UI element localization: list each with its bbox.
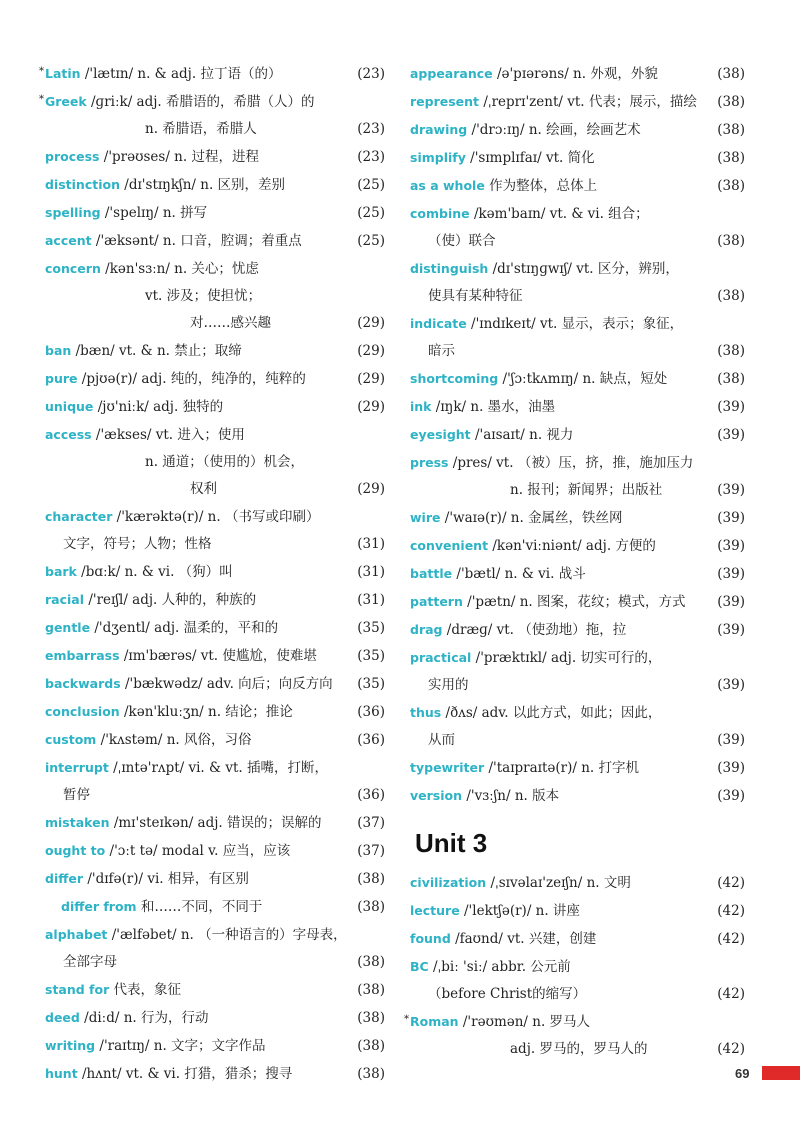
headword: ban: [45, 343, 72, 358]
right-column: [404, 60, 745, 1063]
headword: thus: [410, 705, 442, 720]
definition-text: /dræɡ/ vt. （使劲地）拖，拉: [446, 622, 627, 638]
definition-text: /ðʌs/ adv. 以此方式，如此；因此，: [445, 705, 662, 721]
vocab-entry: [45, 199, 385, 227]
page-ref: (42): [717, 1041, 745, 1057]
vocab-entry: [410, 560, 745, 588]
vocab-entry: [410, 644, 745, 699]
page-ref: (36): [357, 787, 385, 803]
headword: hunt: [45, 1066, 78, 1081]
page-ref: (38): [357, 954, 385, 970]
headword: unique: [45, 399, 94, 414]
definition-text: 文字，符号；人物；性格: [63, 536, 212, 552]
page-ref: (38): [357, 982, 385, 998]
vocab-entry: [45, 143, 385, 171]
headword: BC: [410, 959, 429, 974]
definition-text: 从而: [428, 732, 455, 748]
page-ref: (39): [717, 510, 745, 526]
vocab-entry: [45, 642, 385, 670]
vocab-entry: [45, 921, 385, 976]
headword: concern: [45, 261, 101, 276]
page-ref: (31): [357, 592, 385, 608]
definition-text: /'ækses/ vt. 进入；使用: [95, 427, 245, 443]
vocab-entry: [410, 144, 745, 172]
page-ref: (36): [357, 704, 385, 720]
vocab-entry: [45, 837, 385, 865]
headword: drawing: [410, 122, 468, 137]
page-ref: (36): [357, 732, 385, 748]
definition-text: /dɪ'stɪŋɡwɪʃ/ vt. 区分，辨别，: [492, 261, 679, 277]
headword: represent: [410, 94, 480, 109]
page-ref: (35): [357, 648, 385, 664]
headword: press: [410, 455, 449, 470]
page-ref: (31): [357, 564, 385, 580]
headword: shortcoming: [410, 371, 499, 386]
definition-text: adj. 罗马的，罗马人的: [510, 1041, 648, 1057]
page-ref: (39): [717, 677, 745, 693]
definition-text: /'drɔːɪŋ/ n. 绘画，绘画艺术: [471, 122, 641, 138]
vocab-entry: [410, 393, 745, 421]
headword: found: [410, 931, 451, 946]
headword: version: [410, 788, 463, 803]
page-ref: (31): [357, 536, 385, 552]
vocab-entry: [45, 754, 385, 809]
headword: differ: [45, 871, 84, 886]
headword: embarrass: [45, 648, 120, 663]
headword: bark: [45, 564, 77, 579]
vocab-entry: [410, 897, 745, 925]
definition-text: /'bætl/ n. & vi. 战斗: [456, 566, 586, 582]
definition-text: /'spelɪŋ/ n. 拼写: [104, 205, 208, 221]
page-ref: (39): [717, 399, 745, 415]
page-ref: (25): [357, 177, 385, 193]
definition-text: /'præktɪkl/ adj. 切实可行的，: [475, 650, 662, 666]
definition-text: /'rəʊmən/ n. 罗马人: [462, 1014, 591, 1030]
headword: combine: [410, 206, 470, 221]
page-ref: (39): [717, 566, 745, 582]
vocab-entry: [410, 255, 745, 310]
page-ref: (35): [357, 676, 385, 692]
definition-text: n. 通道；（使用的）机会，: [145, 454, 305, 470]
page-ref: (38): [357, 1038, 385, 1054]
vocab-entry: [45, 865, 385, 893]
vocab-entry: [410, 782, 745, 810]
definition-text: /'lektʃə(r)/ n. 讲座: [464, 903, 580, 919]
definition-text: 作为整体，总体上: [489, 178, 598, 194]
definition-text: /'ʃɔːtkʌmɪŋ/ n. 缺点，短处: [502, 371, 668, 387]
left-column: [39, 60, 385, 1088]
page-ref: (38): [717, 233, 745, 249]
page-ref: (39): [717, 427, 745, 443]
definition-text: /'ɔːt tə/ modal v. 应当，应该: [109, 843, 291, 859]
page-ref: (38): [357, 899, 385, 915]
page-ref: (29): [357, 315, 385, 331]
definition-text: （使）联合: [428, 233, 496, 249]
vocab-entry: [410, 116, 745, 144]
headword: convenient: [410, 538, 489, 553]
definition-text: /'bækwədz/ adv. 向后；向反方向: [124, 676, 333, 692]
definition-text: /bɑːk/ n. & vi. （狗）叫: [81, 564, 233, 580]
page-ref: (38): [717, 371, 745, 387]
vocab-entry: [45, 393, 385, 421]
definition-text: /'kʌstəm/ n. 风俗，习俗: [100, 732, 252, 748]
vocab-entry: [45, 337, 385, 365]
headword: indicate: [410, 316, 467, 331]
headword: alphabet: [45, 927, 108, 942]
headword: pure: [45, 371, 78, 386]
definition-text: /'ælfəbet/ n. （一种语言的）字母表，: [111, 927, 347, 943]
definition-text: /'dʒentl/ adj. 温柔的，平和的: [94, 620, 279, 636]
definition-text: /jʊ'niːk/ adj. 独特的: [97, 399, 224, 415]
headword: lecture: [410, 903, 460, 918]
vocab-entry: [45, 586, 385, 614]
page-ref: (38): [357, 1010, 385, 1026]
headword: Latin: [45, 66, 81, 81]
definition-text: /kən'sɜːn/ n. 关心；忧虑: [105, 261, 259, 277]
definition-text: 权利: [190, 481, 217, 497]
headword: conclusion: [45, 704, 120, 719]
definition-text: /mɪ'steɪkən/ adj. 错误的；误解的: [113, 815, 322, 831]
vocab-entry: [45, 809, 385, 837]
page-ref: (39): [717, 788, 745, 804]
definition-text: 代表，象征: [113, 982, 182, 998]
vocab-entry: [45, 614, 385, 642]
vocab-entry: [45, 1060, 385, 1088]
vocab-entry: [45, 1032, 385, 1060]
vocab-entry: [39, 88, 385, 143]
page-ref: (37): [357, 815, 385, 831]
page-ref: (42): [717, 903, 745, 919]
headword: practical: [410, 650, 472, 665]
definition-text: /kən'viːniənt/ adj. 方便的: [492, 538, 656, 554]
page-ref: (25): [357, 233, 385, 249]
page-ref: (35): [357, 620, 385, 636]
headword: writing: [45, 1038, 96, 1053]
definition-text: /ˌsɪvəlaɪ'zeɪʃn/ n. 文明: [490, 875, 631, 891]
definition-text: /ɡriːk/ adj. 希腊语的，希腊（人）的: [91, 94, 315, 110]
definition-text: /'ɪndɪkeɪt/ vt. 显示，表示；象征，: [471, 316, 684, 332]
definition-text: /faʊnd/ vt. 兴建，创建: [455, 931, 597, 947]
headword: drag: [410, 622, 443, 637]
headword: process: [45, 149, 100, 164]
headword: battle: [410, 566, 453, 581]
star-mark: *: [404, 1014, 409, 1025]
vocab-entry: [410, 699, 745, 754]
vocab-entry: [410, 869, 745, 897]
page-ref: (38): [717, 150, 745, 166]
page-ref: (38): [717, 343, 745, 359]
vocab-entry: [410, 88, 745, 116]
definition-text: 全部字母: [63, 954, 117, 970]
definition-text: /diːd/ n. 行为，行动: [84, 1010, 209, 1026]
page-ref: (38): [717, 122, 745, 138]
vocab-entry: [45, 893, 385, 921]
definition-text: /'vɜːʃn/ n. 版本: [466, 788, 560, 804]
definition-text: /ˌreprɪ'zent/ vt. 代表；展示，描绘: [483, 94, 697, 110]
headword: distinguish: [410, 261, 489, 276]
star-mark: *: [39, 66, 44, 77]
definition-text: /'prəʊses/ n. 过程，进程: [103, 149, 259, 165]
vocab-entry: [45, 558, 385, 586]
vocab-entry: [410, 953, 745, 1008]
vocab-entry: [410, 532, 745, 560]
definition-text: /'æksənt/ n. 口音，腔调；着重点: [95, 233, 302, 249]
page-ref: (39): [717, 538, 745, 554]
definition-text: 实用的: [428, 677, 469, 693]
headword: interrupt: [45, 760, 109, 775]
page-ref: (38): [717, 94, 745, 110]
vocab-entry: [410, 588, 745, 616]
vocab-entry: [410, 449, 745, 504]
vocab-entry: [410, 925, 745, 953]
star-mark: *: [39, 94, 44, 105]
headword: pattern: [410, 594, 463, 609]
definition-text: 对……感兴趣: [190, 315, 271, 331]
headword: as a whole: [410, 178, 485, 193]
headword: spelling: [45, 205, 101, 220]
headword: ink: [410, 399, 432, 414]
vocab-entry: [410, 754, 745, 782]
headword: stand for: [45, 982, 110, 997]
definition-text: /'reɪʃl/ adj. 人种的，种族的: [88, 592, 257, 608]
headword: wire: [410, 510, 441, 525]
page-ref: (42): [717, 875, 745, 891]
headword: simplify: [410, 150, 466, 165]
vocab-entry: [410, 172, 745, 200]
page-ref: (39): [717, 732, 745, 748]
headword: civilization: [410, 875, 487, 890]
vocab-entry: [45, 365, 385, 393]
vocab-entry: [45, 1004, 385, 1032]
page-ref: (39): [717, 482, 745, 498]
page-ref: (42): [717, 986, 745, 1002]
definition-text: /ˌɪntə'rʌpt/ vi. & vt. 插嘴，打断，: [113, 760, 328, 776]
definition-text: /ɪŋk/ n. 墨水，油墨: [435, 399, 556, 415]
page-ref: (42): [717, 931, 745, 947]
vocab-entry: [410, 365, 745, 393]
unit3-word-list: [404, 869, 745, 1063]
definition-text: 和……不同，不同于: [140, 899, 263, 915]
headword: access: [45, 427, 92, 442]
definition-text: 暗示: [428, 343, 455, 359]
page-ref: (39): [717, 622, 745, 638]
headword: mistaken: [45, 815, 110, 830]
headword: distinction: [45, 177, 120, 192]
headword: eyesight: [410, 427, 471, 442]
vocab-entry: [45, 726, 385, 754]
definition-text: /pjʊə(r)/ adj. 纯的，纯净的，纯粹的: [81, 371, 306, 387]
definition-text: /dɪ'stɪŋkʃn/ n. 区别，差别: [124, 177, 286, 193]
vocab-entry: [410, 421, 745, 449]
headword: Roman: [410, 1014, 459, 1029]
vocab-entry: [45, 421, 385, 503]
definition-text: （before Christ的缩写）: [428, 986, 587, 1002]
vocab-entry: [45, 670, 385, 698]
definition-text: vt. 涉及；使担忧；: [145, 288, 262, 304]
vocab-entry: [410, 200, 745, 255]
vocab-entry: [45, 503, 385, 558]
headword: custom: [45, 732, 97, 747]
vocab-entry: [39, 60, 385, 88]
page-ref: (39): [717, 594, 745, 610]
definition-text: /bæn/ vt. & n. 禁止；取缔: [75, 343, 242, 359]
headword: backwards: [45, 676, 121, 691]
vocab-entry: [45, 255, 385, 337]
definition-text: 暂停: [63, 787, 90, 803]
unit-heading: Unit 3: [415, 828, 488, 858]
page-ref: (23): [357, 66, 385, 82]
definition-text: /'aɪsaɪt/ n. 视力: [474, 427, 574, 443]
headword: deed: [45, 1010, 80, 1025]
definition-text: /kəm'baɪn/ vt. & vi. 组合；: [473, 206, 649, 222]
vocab-entry: [410, 616, 745, 644]
vocab-entry: [45, 227, 385, 255]
definition-text: /'sɪmplɪfaɪ/ vt. 简化: [470, 150, 595, 166]
page-ref: (38): [717, 178, 745, 194]
headword: ought to: [45, 843, 106, 858]
headword: Greek: [45, 94, 87, 109]
definition-text: /ɪm'bærəs/ vt. 使尴尬，使难堪: [123, 648, 317, 664]
definition-text: /ə'pɪərəns/ n. 外观，外貌: [496, 66, 658, 82]
vocab-entry: [45, 698, 385, 726]
page-ref: (38): [717, 288, 745, 304]
definition-text: /'lætɪn/ n. & adj. 拉丁语（的）: [84, 66, 282, 82]
vocab-entry: [410, 60, 745, 88]
vocab-entry: [45, 976, 385, 1004]
definition-text: /'pætn/ n. 图案，花纹；模式，方式: [467, 594, 686, 610]
definition-text: n. 希腊语，希腊人: [145, 121, 257, 137]
definition-text: /'waɪə(r)/ n. 金属丝，铁丝网: [444, 510, 623, 526]
definition-text: /ˌbiː 'siː/ abbr. 公元前: [433, 959, 571, 975]
headword: differ from: [61, 899, 137, 914]
headword: racial: [45, 592, 85, 607]
definition-text: /kən'kluːʒn/ n. 结论；推论: [124, 704, 293, 720]
headword: appearance: [410, 66, 493, 81]
definition-text: 使具有某种特征: [428, 288, 523, 304]
vocab-entry: [404, 1008, 745, 1063]
page-number-bar: [762, 1066, 800, 1080]
page-ref: (25): [357, 205, 385, 221]
vocab-entry: [45, 171, 385, 199]
page-ref: (37): [357, 843, 385, 859]
page-ref: (23): [357, 121, 385, 137]
page-ref: (29): [357, 481, 385, 497]
definition-text: /hʌnt/ vt. & vi. 打猎，猎杀；搜寻: [81, 1066, 293, 1082]
vocab-entry: [410, 504, 745, 532]
vocab-entry: [410, 310, 745, 365]
headword: character: [45, 509, 113, 524]
definition-text: /'kærəktə(r)/ n. （书写或印刷）: [116, 509, 320, 525]
definition-text: /pres/ vt. （被）压，挤，推，施加压力: [452, 455, 694, 471]
right-word-list: [410, 60, 745, 810]
headword: typewriter: [410, 760, 485, 775]
page-ref: (39): [717, 760, 745, 776]
page-ref: (29): [357, 371, 385, 387]
page-ref: (29): [357, 399, 385, 415]
page-ref: (29): [357, 343, 385, 359]
definition-text: /'dɪfə(r)/ vi. 相异，有区别: [87, 871, 249, 887]
definition-text: /'raɪtɪŋ/ n. 文字；文字作品: [99, 1038, 266, 1054]
page-ref: (38): [357, 1066, 385, 1082]
page-ref: (38): [717, 66, 745, 82]
page-ref: (23): [357, 149, 385, 165]
headword: accent: [45, 233, 92, 248]
page-number: 69: [735, 1066, 750, 1081]
headword: gentle: [45, 620, 91, 635]
page-ref: (38): [357, 871, 385, 887]
definition-text: /'taɪpraɪtə(r)/ n. 打字机: [488, 760, 639, 776]
definition-text: n. 报刊；新闻界；出版社: [510, 482, 663, 498]
